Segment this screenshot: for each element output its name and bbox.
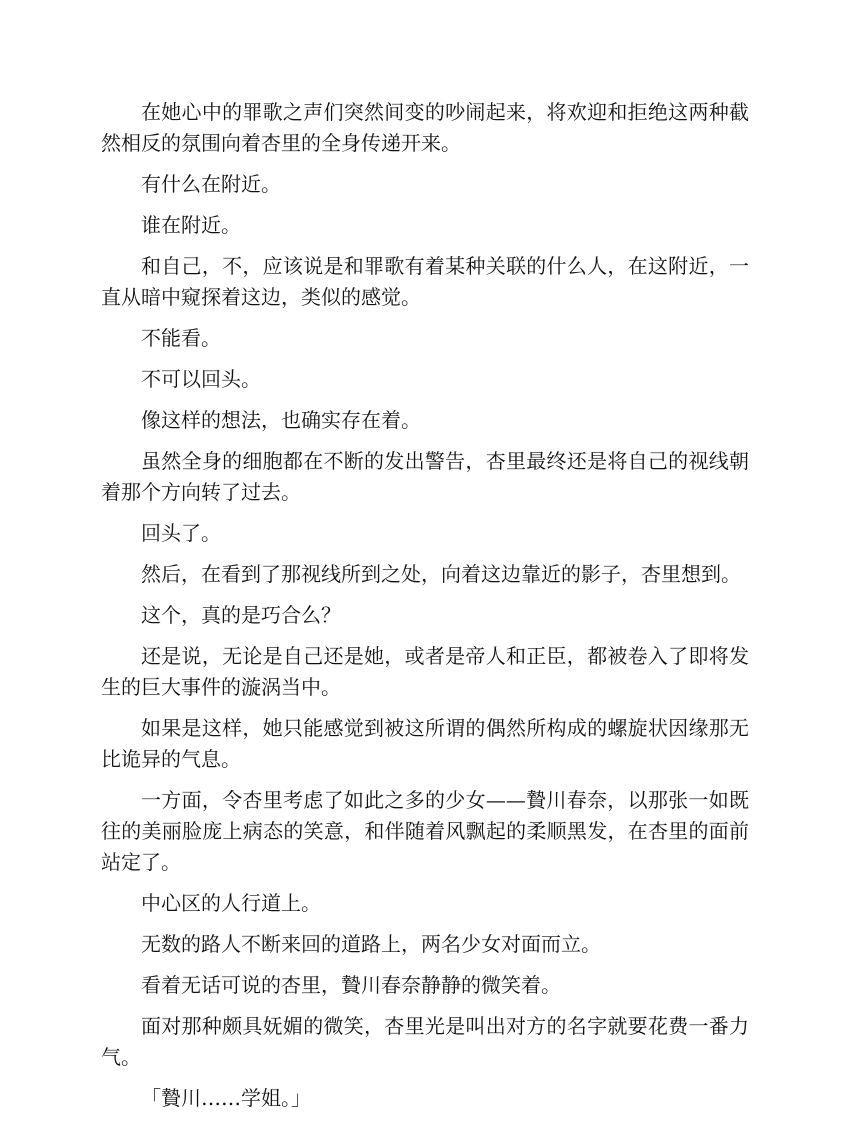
- paragraph: 如果是这样，她只能感觉到被这所谓的偶然所构成的螺旋状因缘那无比诡异的气息。: [101, 716, 749, 771]
- paragraph: 面对那种颇具妩媚的微笑，杏里光是叫出对方的名字就要花费一番力气。: [101, 1014, 749, 1069]
- paragraph: 「贄川……学姐。」: [141, 1086, 311, 1110]
- paragraph: 在她心中的罪歌之声们突然间变的吵闹起来，将欢迎和拒绝这两种截然相反的氛围向着杏里的全身传递开来。: [101, 100, 749, 155]
- paragraph: 谁在附近。: [141, 213, 241, 237]
- document-page: [101, 97, 749, 1124]
- paragraph: 有什么在附近。: [141, 172, 281, 196]
- paragraph: 像这样的想法，也确实存在着。: [141, 408, 421, 432]
- paragraph: 一方面，令杏里考虑了如此之多的少女——贄川春奈，以那张一如既往的美丽脸庞上病态的笑意，和伴随着风飘起的柔顺黑发，在杏里的面前站定了。: [101, 788, 749, 874]
- paragraph: 这个，真的是巧合么？: [141, 603, 341, 627]
- paragraph: 不能看。: [141, 326, 221, 350]
- paragraph: 看着无话可说的杏里，贄川春奈静静的微笑着。: [141, 973, 561, 997]
- paragraph: 还是说，无论是自己还是她，或者是帝人和正臣，都被卷入了即将发生的巨大事件的漩涡当中。: [101, 644, 749, 699]
- paragraph: 和自己，不，应该说是和罪歌有着某种关联的什么人，在这附近，一直从暗中窥探着这边，类似的感觉。: [101, 254, 749, 309]
- paragraph: 中心区的人行道上。: [141, 891, 321, 915]
- paragraph: 无数的路人不断来回的道路上，两名少女对面而立。: [141, 932, 601, 956]
- paragraph: 回头了。: [141, 521, 221, 545]
- paragraph: 然后，在看到了那视线所到之处，向着这边靠近的影子，杏里想到。: [141, 562, 741, 586]
- paragraph: 虽然全身的细胞都在不断的发出警告，杏里最终还是将自己的视线朝着那个方向转了过去。: [101, 449, 749, 504]
- paragraph: 不可以回头。: [141, 367, 261, 391]
